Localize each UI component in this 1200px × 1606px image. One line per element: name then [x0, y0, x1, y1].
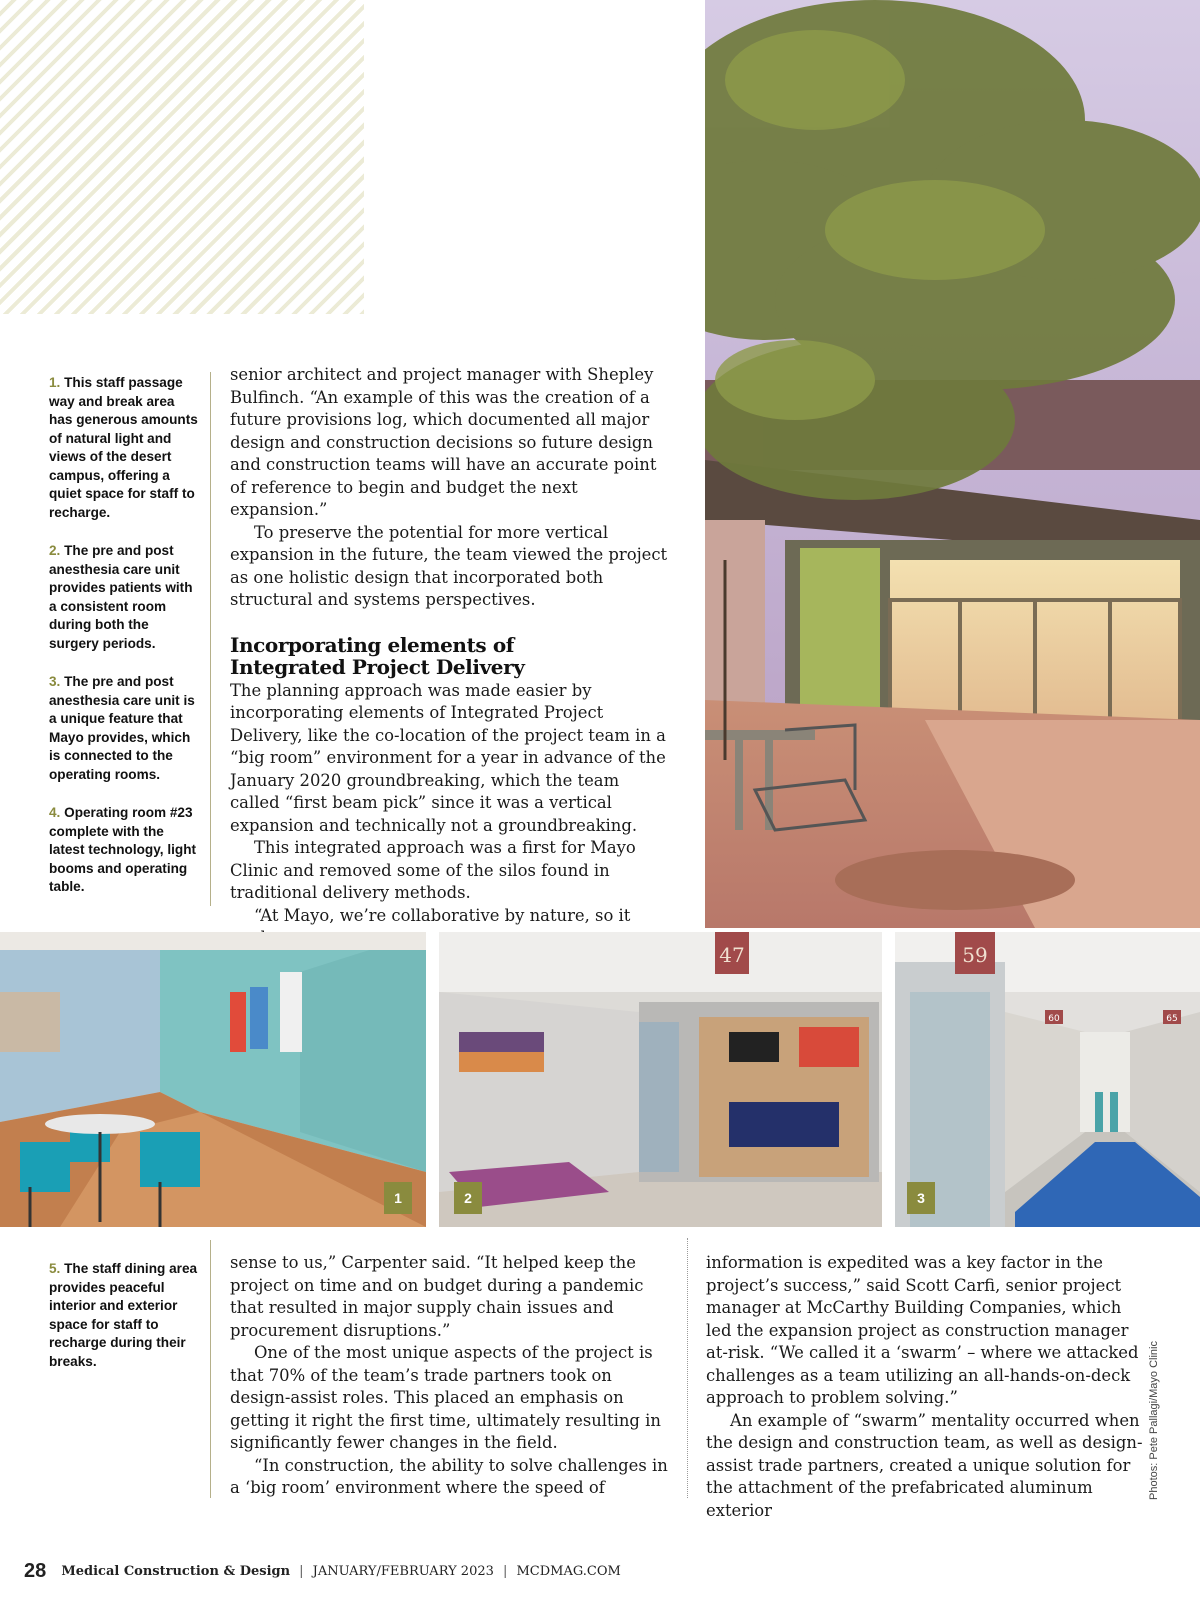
caption-3: 3. The pre and post anesthesia care unit is a unique feature that Mayo provides, which is connected to the operating rooms.: [49, 674, 195, 782]
caption-5: 5. The staff dining area provides peaceful interior and exterior space for staff to recharge during their breaks.: [49, 1261, 198, 1369]
photo-number-badge: 1: [384, 1182, 412, 1214]
photo-number-badge: 3: [907, 1182, 935, 1214]
room-number-60: 60: [1048, 1014, 1060, 1024]
column-divider-top: [210, 372, 211, 906]
photo-credit: Photos: Pete Pallagi/Mayo Clinic: [1148, 1341, 1160, 1500]
exterior-dining-illustration: [705, 0, 1200, 928]
care-unit-room-illustration: [439, 932, 882, 1227]
column-divider-dotted: [687, 1238, 688, 1498]
care-unit-corridor-photo: [895, 932, 1200, 1227]
room-number-59: 59: [962, 943, 988, 967]
footer-separator: |: [299, 1564, 304, 1579]
article-column-bottom-right: [706, 1252, 1146, 1522]
paragraph: “In construction, the ability to solve challenges in a ‘big room’ environment where the speed of: [230, 1455, 668, 1497]
issue-date: JANUARY/FEBRUARY 2023: [312, 1564, 494, 1579]
publication-name: Medical Construction & Design: [61, 1564, 291, 1579]
website-link[interactable]: MCDMAG.COM: [516, 1564, 621, 1579]
page-number: 28: [24, 1560, 47, 1582]
paragraph: An example of “swarm” mentality occurred when the design and construction team, as well as design-assist trade partners, created a unique solution for the attachment of the prefabricated aluminum exterior: [706, 1410, 1143, 1520]
paragraph: “At Mayo, we’re collaborative by nature, so it: [254, 905, 631, 925]
paragraph: senior architect and project manager with Shepley Bulfinch. “An example of this was the creation of a future provisions log, which documented all major design and construction decisions so future design and construction teams will have an accurate point of reference to begin and budget the next expansion.”: [230, 365, 657, 519]
footer-separator: |: [502, 1564, 508, 1579]
column-divider-bottom: [210, 1240, 211, 1498]
caption-bottom: [49, 1260, 199, 1391]
care-unit-room-photo: [439, 932, 882, 1227]
paragraph: This integrated approach was a first for Mayo Clinic and removed some of the silos found in traditional delivery methods.: [230, 838, 636, 902]
section-heading: Incorporating elements of Integrated Project Delivery: [230, 632, 525, 679]
room-number-65: 65: [1166, 1014, 1178, 1024]
paragraph: To preserve the potential for more vertical expansion in the future, the team viewed the project as one holistic design that incorporated both structural and systems perspectives.: [230, 522, 668, 609]
article-column-bottom-left: [230, 1252, 670, 1500]
article-column-top: [230, 364, 670, 950]
page-footer: [24, 1560, 621, 1583]
paragraph: information is expedited was a key factor in the project’s success,” said Scott Carfi, senior project manager at McCarthy Building Companies, which led the expansion project as construction manager at-risk. “We called it a ‘swarm’ – where we attacked challenges as a team utilizing an all-hands-on-deck approach to problem solving.”: [706, 1253, 1139, 1407]
photo-number-badge: 2: [454, 1182, 482, 1214]
exterior-dining-photo: [705, 0, 1200, 928]
captions-top: [49, 374, 199, 917]
staff-passage-illustration: [0, 932, 426, 1227]
room-number-47: 47: [719, 943, 745, 967]
decorative-stripe-pattern: [0, 0, 364, 314]
caption-4: 4. Operating room #23 complete with the latest technology, light booms and operating table.: [49, 805, 197, 894]
care-unit-corridor-illustration: [895, 932, 1200, 1227]
paragraph: sense to us,” Carpenter said. “It helped keep the project on time and on budget during a pandemic that resulted in major supply chain issues and procurement disruptions.”: [230, 1253, 644, 1340]
caption-2: 2. The pre and post anesthesia care unit provides patients with a consistent room during both the surgery periods.: [49, 543, 193, 651]
paragraph: The planning approach was made easier by incorporating elements of Integrated Project Delivery, like the co-location of the project team in a “big room” environment for a year in advance of the January 2020 groundbreaking, which the team called “first beam pick” since it was a vertical expansion and technically not a groundbreaking.: [230, 680, 666, 835]
paragraph: One of the most unique aspects of the project is that 70% of the team’s trade partners took on design-assist roles. This placed an emphasis on getting it right the first time, ultimately resulting in significantly fewer changes in the field.: [230, 1343, 661, 1452]
staff-passage-photo: [0, 932, 426, 1227]
caption-1: 1. This staff passage way and break area has generous amounts of natural light and views of the desert campus, offering a quiet space for staff to recharge.: [49, 375, 198, 520]
